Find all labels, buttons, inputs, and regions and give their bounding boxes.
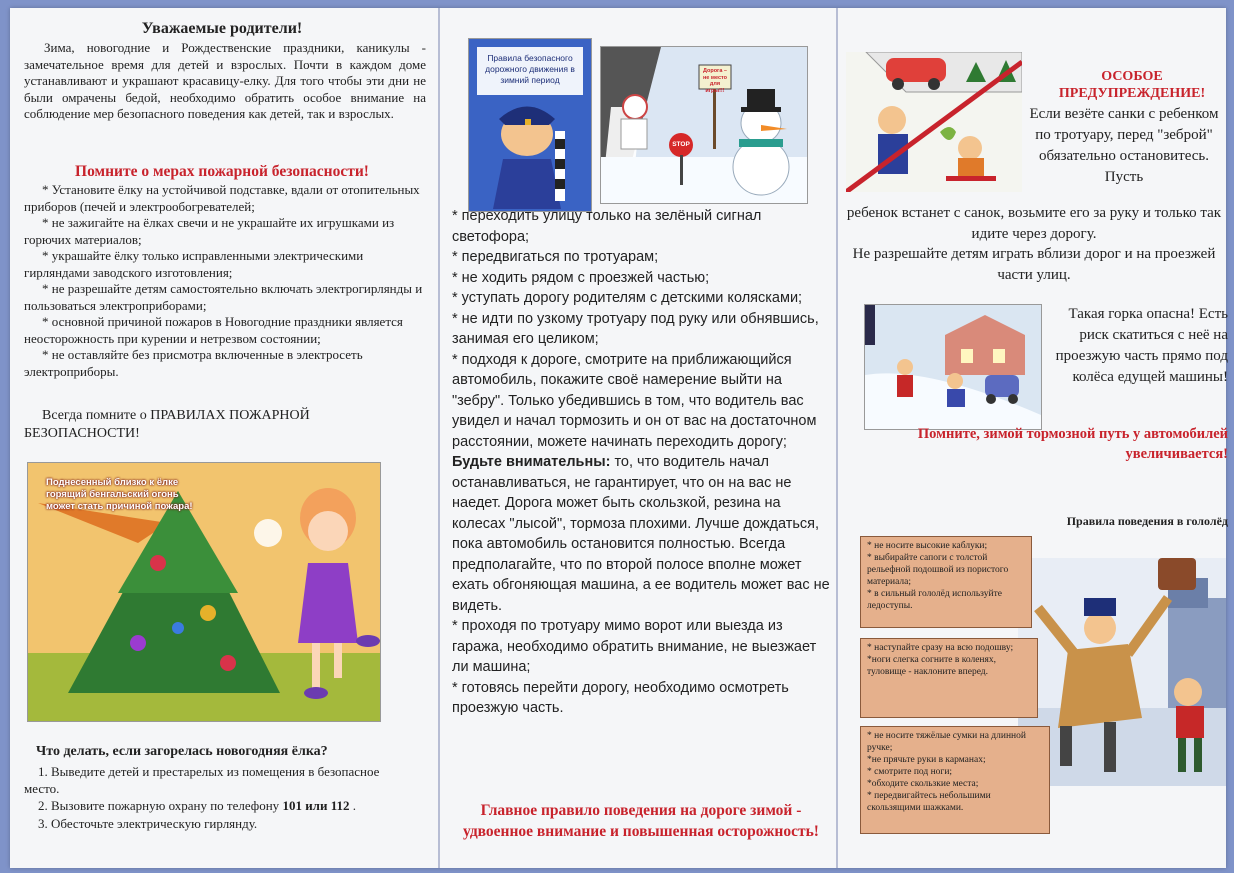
fire-rule: * основной причиной пожаров в Новогодние праздники является неосторожность при курении и нетрезвом состоянии;	[24, 314, 403, 346]
ice-rule: * выбирайте сапоги с толстой рельефной подошвой из пористого материала;	[867, 553, 1009, 587]
ice-rules-box-1	[860, 536, 1032, 628]
tree-step-2-end: .	[349, 798, 356, 813]
warning-text-a: Если везёте санки с ребенком по тротуару, перед "зеброй" обязательно остановитесь. Пусть	[1029, 106, 1219, 185]
attention-paragraph	[452, 452, 830, 616]
road-rule: * уступать дорогу родителям с детскими колясками;	[452, 290, 803, 306]
attention-text: то, что водитель начал останавливаться, не гарантирует, что он на вас не наедет. Дорога может быть скользкой, резина на колесах "лысой", тормоза плохими. Лучше дождаться, пока автомобиль остановится полностью. Всегда предполагайте, что по второй полосе вполне может ехать обгоняющая машина, а ее водитель может вас не видеть.	[452, 454, 830, 614]
road-rule: * подходя к дороге, смотрите на приближающийся автомобиль, покажите своё намерение выйти на "зебру". Только убедившись в том, что водитель вас увидел и начал тормозить и он от вас на достаточном расстоянии, можете начинать переходить дорогу;	[452, 351, 817, 450]
road-rules-poster	[468, 38, 592, 212]
sled-child-picture	[846, 52, 1022, 192]
fire-rule: * не оставляйте без присмотра включенные в электросеть электроприборы.	[24, 347, 363, 379]
road-rule: * переходить улицу только на зелёный сигнал светофора;	[452, 208, 762, 245]
leaflet-sheet	[10, 8, 1226, 868]
ice-rules-box-3	[860, 726, 1050, 834]
ice-rule: * смотрите под ноги;	[867, 767, 953, 777]
greeting-title: Уважаемые родители!	[141, 20, 303, 37]
fire-safety-column	[10, 8, 434, 868]
ice-rule: * наступайте сразу на всю подошву;	[867, 643, 1014, 653]
road-rules-list	[452, 206, 830, 719]
christmas-tree-illustration	[27, 462, 381, 722]
tree-step-2	[38, 798, 428, 815]
ice-rule: * не носите тяжёлые сумки на длинной ручке;	[867, 731, 1026, 753]
fire-rule: * не разрешайте детям самостоятельно включать электрогирлянды и пользоваться электроприборами;	[24, 281, 423, 313]
attention-label: Будьте внимательны:	[452, 454, 611, 470]
fire-closing: Всегда помните о ПРАВИЛАХ ПОЖАРНОЙ БЕЗОПАСНОСТИ!	[24, 408, 310, 441]
ice-rule: *ноги слегка согните в коленях, туловище - наклоните вперед.	[867, 655, 997, 677]
snow-slide-picture	[865, 305, 1041, 429]
fire-rule: * Установите ёлку на устойчивой подставке, вдали от отопительных приборов (печей и электрообогревателей;	[24, 182, 420, 214]
road-rule: * передвигаться по тротуарам;	[452, 249, 659, 265]
fire-rule: * не зажигайте на ёлках свечи и не украшайте их игрушками из горючих материалов;	[24, 215, 395, 247]
tree-caption: Поднесенный близко к ёлке горящий бенгальский огонь может стать причиной пожара!	[46, 477, 193, 512]
warning-text-b: ребенок встанет с санок, возьмите его за руку и только так идите через дорогу.	[846, 205, 1222, 242]
braking-distance-warning: Помните, зимой тормозной путь у автомобилей увеличивается!	[917, 426, 1228, 462]
snowman-illustration	[600, 46, 808, 204]
sled-illustration	[846, 52, 1022, 192]
road-safety-column	[438, 8, 836, 868]
road-rule: * готовясь перейти дорогу, необходимо осмотреть проезжую часть.	[452, 679, 789, 716]
ice-rule: * не носите высокие каблуки;	[867, 541, 988, 551]
road-rule: * не ходить рядом с проезжей частью;	[452, 269, 710, 286]
ice-rules-box-2	[860, 638, 1038, 718]
fire-rules-list	[24, 182, 428, 380]
ice-rule: *не прячьте руки в карманах;	[867, 755, 986, 765]
slide-warning-text: Такая горка опасна! Есть риск скатиться с неё на проезжую часть прямо под колёса едущей машины!	[1055, 306, 1228, 385]
tree-step-1: 1. Выведите детей и престарелых из помещения в безопасное место.	[24, 764, 380, 796]
ice-rule: *обходите скользкие места;	[867, 779, 979, 789]
fire-heading: Помните о мерах пожарной безопасности!	[75, 163, 369, 180]
ice-rule: * в сильный гололёд используйте ледоступы.	[867, 589, 1002, 611]
tree-step-2-text: 2. Вызовите пожарную охрану по телефону	[38, 798, 283, 813]
fire-phone-numbers: 101 или 112	[282, 798, 350, 813]
warning-title: ОСОБОЕ ПРЕДУПРЕЖДЕНИЕ!	[1058, 69, 1206, 101]
no-play-sign-label: Дорога – не место для игры!!!	[702, 68, 727, 94]
intro-paragraph: Зима, новогодние и Рождественские праздники, каникулы - замечательное время для детей и взрослых. Почти в каждом доме устанавливают и украшают красавицу-елку. Для того чтобы эти дни не были омрачены бедой, необходимо обратить особое внимание на соблюдение мер безопасного поведения как детей, так и взрослых.	[24, 40, 426, 121]
warning-text-c: Не разрешайте детям играть вблизи дорог и на проезжей части улиц.	[852, 246, 1216, 283]
slide-illustration	[864, 304, 1042, 430]
winter-dangers-column	[836, 8, 1228, 868]
ice-rule: * передвигайтесь небольшими скользящими шажками.	[867, 791, 991, 813]
poster-label: Правила безопасного дорожного движения в зимний период	[485, 53, 575, 85]
stop-sign-label: STOP	[672, 141, 690, 148]
tree-step-3: 3. Обесточьте электрическую гирлянду.	[38, 816, 258, 831]
road-rule: * проходя по тротуару мимо ворот или выезда из гаража, необходимо обратить внимание, не выезжает ли машина;	[452, 618, 817, 675]
fire-rule: * украшайте ёлку только исправленными электрическими гирляндами заводского изготовления;	[24, 248, 364, 280]
road-rule: * не идти по узкому тротуару под руку или обнявшись, занимая его целиком;	[452, 310, 819, 347]
ice-rules-title: Правила поведения в гололёд	[1066, 514, 1228, 528]
tree-fire-question: Что делать, если загорелась новогодняя ёлка?	[36, 744, 328, 759]
main-rule: Главное правило поведения на дороге зимой - удвоенное внимание и повышенная осторожность!	[463, 802, 819, 840]
